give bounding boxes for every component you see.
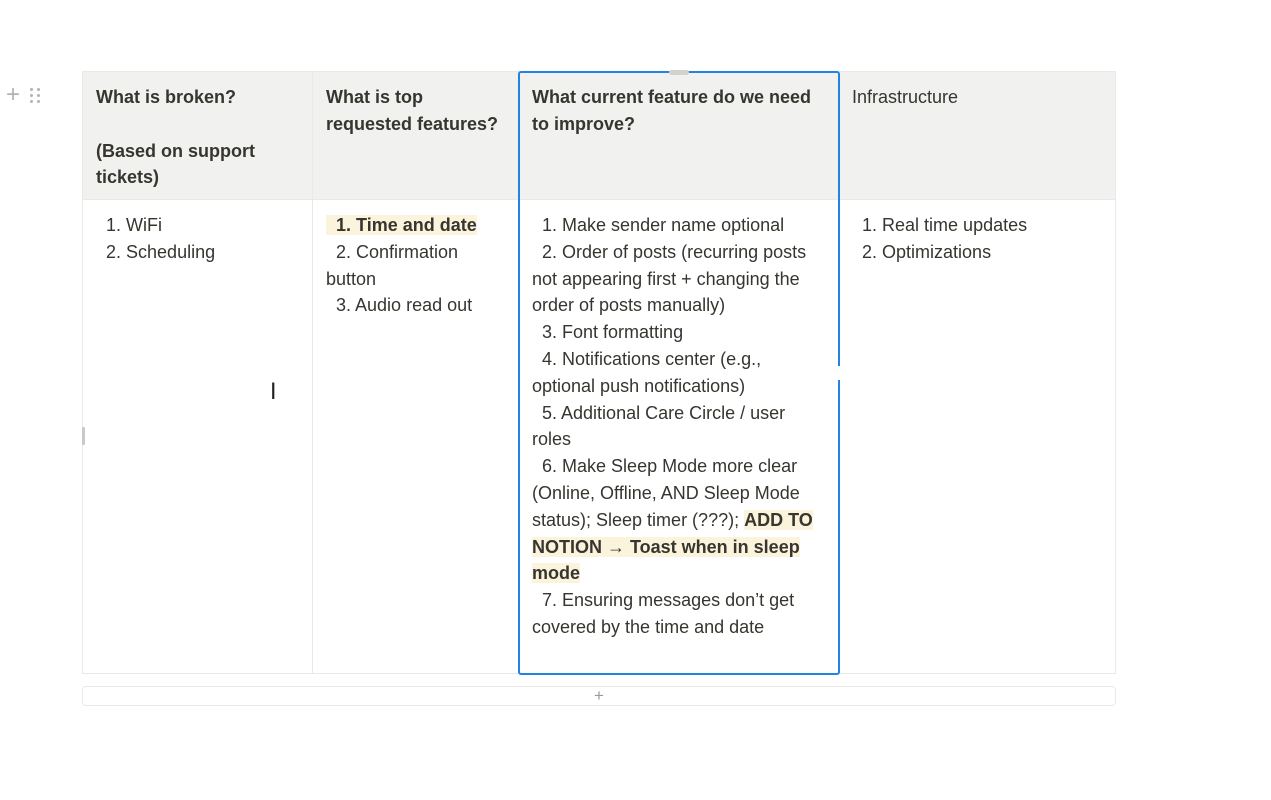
list-item: 6. Make Sleep Mode more clear (Online, Offline, AND Sleep Mode status); Sleep timer (???); ADD TO NOTION → Toast when in sleep mode — [532, 456, 813, 584]
header-text: What current feature do we need to improve? — [532, 87, 812, 134]
column-header-infrastructure[interactable] — [839, 72, 1115, 200]
list-item: 7. Ensuring messages don’t get covered by the time and date — [532, 590, 795, 637]
list-item: 1. Real time updates — [862, 215, 1028, 235]
list-item: 1. Make sender name optional — [542, 215, 785, 235]
plus-icon: + — [594, 686, 604, 705]
column-drag-handle[interactable] — [669, 70, 689, 75]
list-item: 2. Optimizations — [862, 241, 992, 262]
column-header-broken[interactable] — [83, 72, 313, 200]
block-handle — [6, 81, 41, 108]
list-item: 1. Time and date — [326, 212, 505, 239]
list-item: 2. Scheduling — [106, 241, 216, 262]
table-cell-infrastructure[interactable] — [839, 200, 1115, 673]
table-cell-requested[interactable] — [313, 200, 519, 673]
database-table — [82, 71, 1116, 674]
add-block-icon[interactable]: + — [6, 81, 21, 108]
drag-handle-icon[interactable] — [30, 88, 41, 103]
list-item: 3. Audio read out — [336, 295, 473, 316]
list-item: 2. Order of posts (recurring posts not appearing first + changing the order of posts manually) — [532, 241, 807, 316]
table-cell-broken[interactable] — [83, 200, 313, 673]
list-item: 2. Confirmation button — [326, 241, 459, 289]
add-row-button[interactable] — [82, 686, 1116, 706]
text-cursor-icon: I — [270, 380, 277, 405]
highlighted-text: ADD TO NOTION → Toast when in sleep mode — [532, 509, 813, 584]
header-text: What is top requested features? — [326, 87, 499, 134]
list-item: 3. Font formatting — [542, 322, 684, 343]
header-text: What is broken? — [96, 87, 237, 107]
table-cell-improve[interactable] — [519, 200, 839, 673]
column-header-improve[interactable] — [519, 72, 839, 200]
header-text: (Based on support tickets) — [96, 140, 256, 188]
header-text: Infrastructure — [852, 87, 959, 107]
list-item: 1. WiFi — [106, 215, 163, 235]
list-item: 5. Additional Care Circle / user roles — [532, 402, 786, 450]
list-item: 4. Notifications center (e.g., optional push notifications) — [532, 348, 762, 396]
column-resize-handle[interactable] — [836, 366, 841, 380]
column-header-requested[interactable] — [313, 72, 519, 200]
row-drag-handle[interactable] — [82, 427, 85, 445]
